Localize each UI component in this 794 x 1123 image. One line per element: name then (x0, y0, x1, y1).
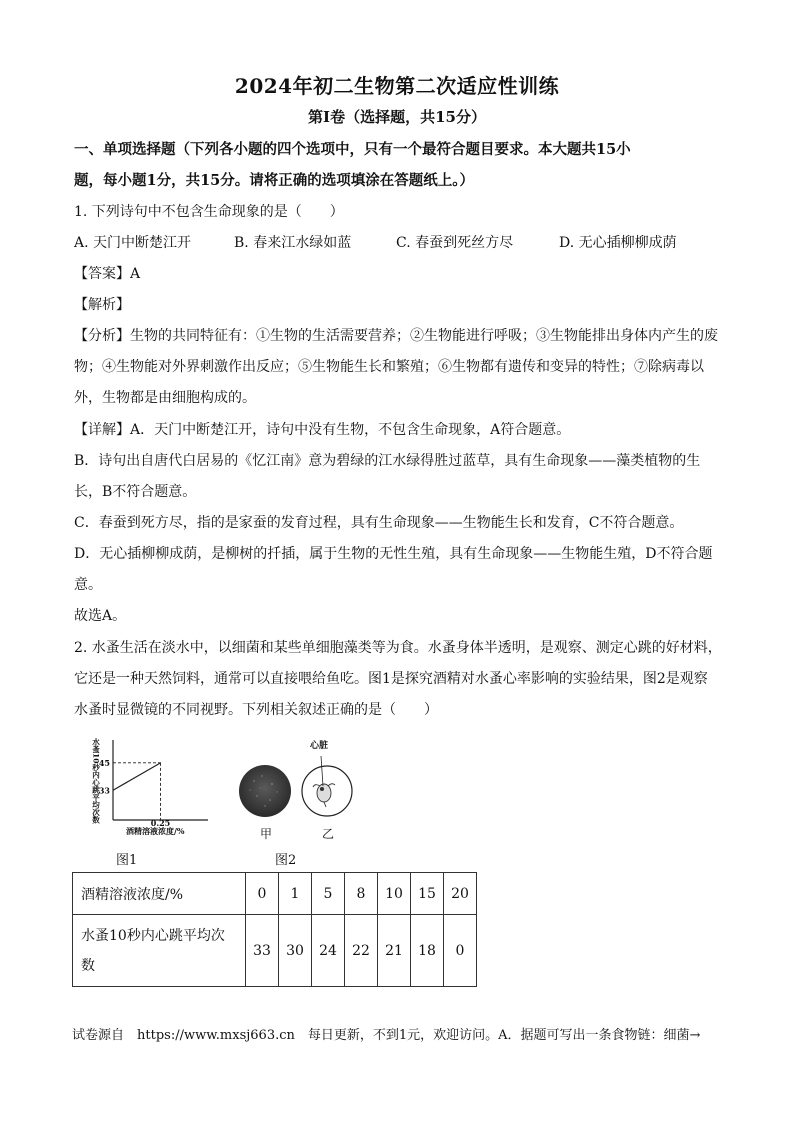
figure1-y-tick-label: 45 (98, 757, 110, 768)
table-row-header-line: 数 (81, 957, 95, 974)
table-cell: 1 (279, 873, 312, 915)
table-row-header: 酒精溶液浓度/% (73, 873, 246, 915)
table-cell: 33 (246, 915, 279, 987)
page-title: 2024年初二生物第二次适应性训练 (234, 74, 560, 98)
figure1-ylabel: 水蚤10秒内心跳平均次数 (91, 738, 101, 824)
table-cell: 10 (378, 873, 411, 915)
heart-label: 心脏 (310, 741, 329, 751)
figure1-series-line (113, 763, 161, 790)
table-cell: 5 (312, 873, 345, 915)
q1-option-d: D. 无心插柳柳成荫 (559, 235, 677, 251)
data-table (72, 872, 477, 987)
table-cell: 20 (444, 873, 477, 915)
q1-detail-line: D．无心插柳柳成荫，是柳树的扦插，属于生物的无性生殖，具有生命现象——生物能生殖，D不符合题 (74, 546, 713, 562)
q1-detail-line: B．诗句出自唐代白居易的《忆江南》意为碧绿的江水绿得胜过蓝草，具有生命现象——藻类植物的生 (74, 453, 701, 469)
q1-option-c: C. 春蚕到死丝方尽 (396, 235, 514, 251)
q1-analysis-label: 【解析】 (74, 297, 130, 313)
view-jia-label: 甲 (260, 827, 273, 841)
figure1-chart (86, 734, 216, 846)
figure1-caption: 图1 (116, 853, 138, 868)
table-row-header-line: 水蚤10秒内心跳平均次 (81, 927, 225, 944)
view-jia-dark-circle (239, 765, 291, 817)
table-row (73, 873, 477, 915)
q2-stem-line: 它还是一种天然饲料，通常可以直接喂给鱼吃。图1是探究酒精对水蚤心率影响的实验结果，图2是观察 (74, 671, 708, 687)
table-cell: 24 (312, 915, 345, 987)
q1-detail-line: 长，B不符合题意。 (74, 484, 197, 500)
table-cell: 18 (411, 915, 444, 987)
figure1-x-tick-label: 0.25 (150, 818, 171, 828)
q1-detail-line: 【详解】A．天门中断楚江开，诗句中没有生物，不包含生命现象，A符合题意。 (74, 422, 571, 438)
q2-stem-line: 2. 水蚤生活在淡水中，以细菌和某些单细胞藻类等为食。水蚤身体半透明，是观察、测定心跳的好材料， (74, 640, 722, 656)
table-cell: 8 (345, 873, 378, 915)
table-cell: 22 (345, 915, 378, 987)
table-row (73, 915, 477, 987)
table-row-header (73, 915, 246, 987)
figure1-xlabel: 酒精溶液浓度/% (126, 826, 185, 836)
q1-conclusion: 故选A。 (74, 608, 127, 624)
q1-option-a: A. 天门中断楚江开 (74, 235, 192, 251)
table-cell: 0 (246, 873, 279, 915)
q1-option-b: B. 春来江水绿如蓝 (234, 235, 352, 251)
q1-fenxi-line: 外，生物都是由细胞构成的。 (74, 390, 256, 406)
footer-source-line: 试卷源自 https://www.mxsj663.cn 每日更新，不到1元，欢迎访问。A．据题可写出一条食物链：细菌→ (72, 1028, 701, 1043)
q1-detail-line: 意。 (74, 577, 102, 593)
q1-fenxi-line: 【分析】生物的共同特征有：①生物的生活需要营养；②生物能进行呼吸；③生物能排出身体内产生的废 (74, 328, 718, 344)
q2-stem-line: 水蚤时显微镜的不同视野。下列相关叙述正确的是（ ） (74, 702, 438, 718)
q1-stem: 1. 下列诗句中不包含生命现象的是（ ） (74, 204, 344, 220)
table-cell: 21 (378, 915, 411, 987)
figure2-microscope-views (232, 734, 362, 846)
figure1-y-tick-label: 33 (98, 785, 110, 796)
q1-fenxi-line: 物；④生物能对外界刺激作出反应；⑤生物能生长和繁殖；⑥生物都有遗传和变异的特性；⑦除病毒以 (74, 359, 704, 375)
q1-detail-line: C．春蚕到死方尽，指的是家蚕的发育过程，具有生命现象——生物能生长和发育，C不符合题意。 (74, 515, 684, 531)
figure2-caption: 图2 (275, 853, 297, 868)
q1-answer: 【答案】A (74, 266, 141, 282)
section-heading-line1: 一、单项选择题（下列各小题的四个选项中，只有一个最符合题目要求。本大题共15小 (74, 141, 631, 158)
table-cell: 15 (411, 873, 444, 915)
q1-options (74, 232, 724, 252)
section-heading-line2: 题，每小题1分，共15分。请将正确的选项填涂在答题纸上。） (74, 172, 475, 189)
page-subtitle: 第Ⅰ卷（选择题，共15分） (308, 108, 486, 126)
table-cell: 30 (279, 915, 312, 987)
table-cell: 0 (444, 915, 477, 987)
view-yi-label: 乙 (322, 827, 335, 841)
